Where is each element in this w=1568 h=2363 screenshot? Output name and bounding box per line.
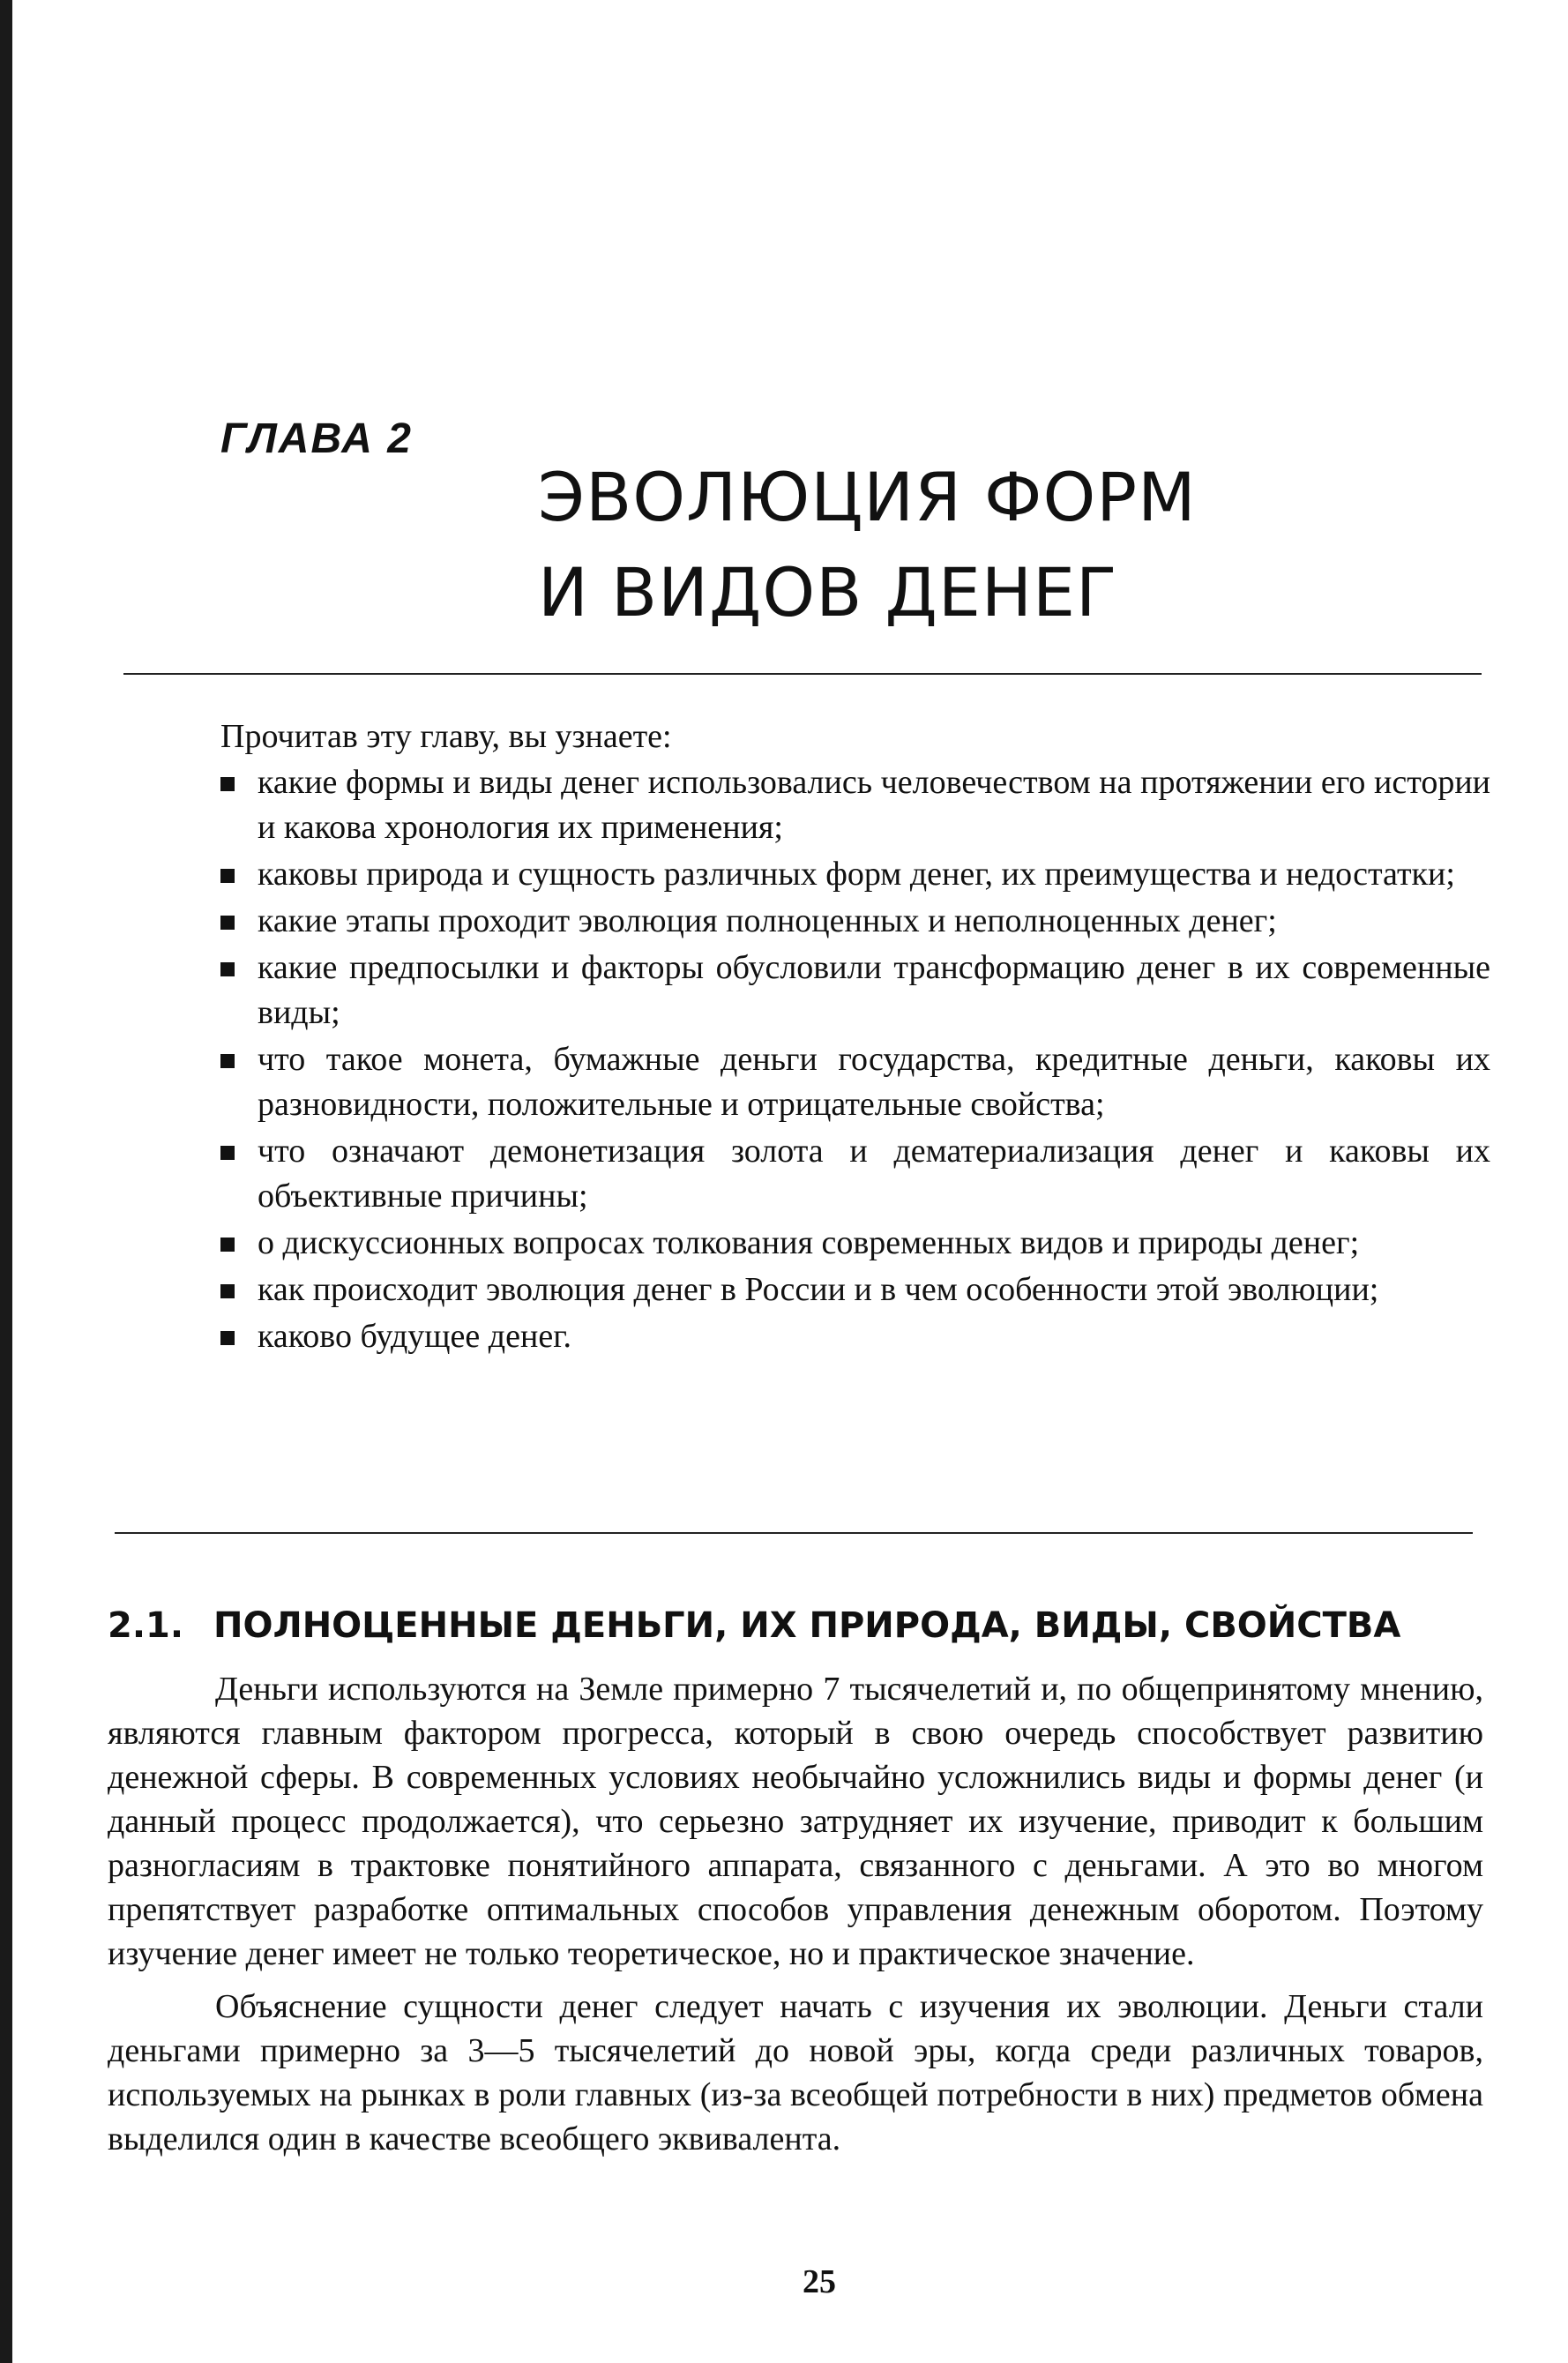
- square-bullet-icon: [220, 1054, 235, 1068]
- list-item-text: что означают демонетизация золота и дематериализация денег и каковы их объективные причины;: [258, 1133, 1490, 1215]
- section-heading: [108, 1601, 1400, 1650]
- intro-lead: Прочитав эту главу, вы узнаете:: [220, 718, 672, 755]
- section-title: ПОЛНОЦЕННЫЕ ДЕНЬГИ, ИХ ПРИРОДА, ВИДЫ, СВОЙСТВА: [213, 1605, 1401, 1646]
- square-bullet-icon: [220, 1331, 235, 1345]
- square-bullet-icon: [220, 962, 235, 976]
- body-paragraph: Деньги используются на Земле примерно 7 тысячелетий и, по общепринятому мнению, являются главным фактором прогресса, который в свою очередь способствует развитию денежной сферы. В современных условиях необычайно усложнились виды и формы денег (и данный процесс продолжается), что серьезно затрудняет их изучение, приводит к большим разногласиям в трактовке понятийного аппарата, связанного с деньгами. А это во многом препятствует разработке оптимальных способов управления денежным оборотом. Поэтому изучение денег имеет не только теоретическое, но и практическое значение.: [108, 1671, 1483, 1972]
- list-item-text: каково будущее денег.: [258, 1318, 571, 1355]
- chapter-title: [538, 450, 1197, 640]
- section-number: 2.1.: [108, 1605, 184, 1646]
- list-item: [220, 1267, 1490, 1312]
- body-paragraph: Объяснение сущности денег следует начать с изучения их эволюции. Деньги стали деньгами примерно за 3—5 тысячелетий до новой эры, когда среди различных товаров, используемых на рынках в роли главных (из-за всеобщей потребности в них) предметов обмена выделился один в качестве всеобщего эквивалента.: [108, 1988, 1483, 2157]
- list-item: [220, 899, 1490, 944]
- chapter-title-line-2: И ВИДОВ ДЕНЕГ: [538, 553, 1118, 632]
- square-bullet-icon: [220, 869, 235, 883]
- chapter-title-line-1: ЭВОЛЮЦИЯ ФОРМ: [538, 458, 1197, 536]
- square-bullet-icon: [220, 916, 235, 930]
- list-item-text: как происходит эволюция денег в России и в чем особенности этой эволюции;: [258, 1271, 1379, 1308]
- list-item: [220, 760, 1490, 850]
- list-item-text: что такое монета, бумажные деньги государства, кредитные деньги, каковы их разновидности, положительные и отрицательные свойства;: [258, 1041, 1490, 1123]
- list-item-text: какие формы и виды денег использовались человечеством на протяжении его истории и какова хронология их применения;: [258, 764, 1490, 846]
- list-item-text: о дискуссионных вопросах толкования современных видов и природы денег;: [258, 1224, 1360, 1261]
- learning-objectives-list: [220, 760, 1490, 1361]
- square-bullet-icon: [220, 1284, 235, 1298]
- list-item: [220, 1314, 1490, 1359]
- bottom-divider: [115, 1532, 1473, 1534]
- top-divider: [123, 673, 1482, 675]
- list-item-text: какие предпосылки и факторы обусловили трансформацию денег в их современные виды;: [258, 949, 1490, 1031]
- list-item: [220, 1037, 1490, 1127]
- page-number: 25: [803, 2263, 836, 2300]
- list-item: [220, 852, 1490, 897]
- list-item: [220, 1221, 1490, 1266]
- list-item-text: каковы природа и сущность различных форм денег, их преимущества и недостатки;: [258, 856, 1455, 893]
- square-bullet-icon: [220, 1146, 235, 1160]
- list-item: [220, 1129, 1490, 1219]
- square-bullet-icon: [220, 777, 235, 791]
- list-item: [220, 946, 1490, 1036]
- page-binding-edge: [0, 0, 12, 2363]
- section-body: [108, 1667, 1483, 2170]
- square-bullet-icon: [220, 1238, 235, 1252]
- list-item-text: какие этапы проходит эволюция полноценных и неполноценных денег;: [258, 902, 1277, 939]
- chapter-label: ГЛАВА 2: [220, 415, 413, 462]
